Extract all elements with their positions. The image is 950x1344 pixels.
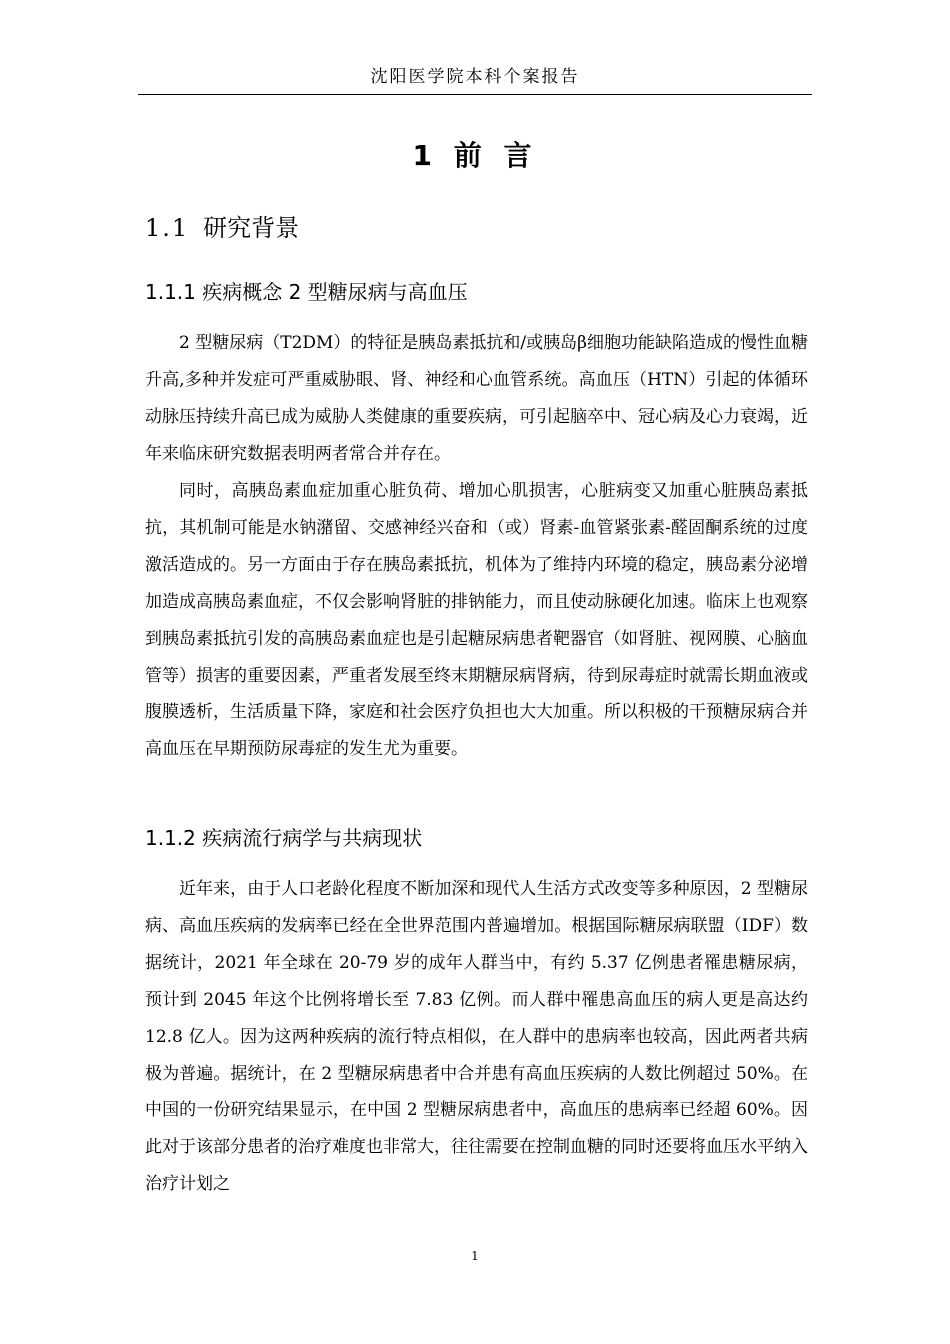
- paragraph-insulin-resistance-mechanism: 同时，高胰岛素血症加重心脏负荷、增加心肌损害，心脏病变又加重心脏胰岛素抵抗，其机制可能是水钠潴留、交感神经兴奋和（或）肾素-血管紧张素-醛固酮系统的过度激活造成的。另一方面由于存在胰岛素抵抗，机体为了维持内环境的稳定，胰岛素分泌增加造成高胰岛素血症，不仅会影响肾脏的排钠能力，而且使动脉硬化加速。临床上也观察到胰岛素抵抗引发的高胰岛素血症也是引起糖尿病患者靶器官（如肾脏、视网膜、心脑血管等）损害的重要因素，严重者发展至终末期糖尿病肾病，待到尿毒症时就需长期血液或腹膜透析，生活质量下降，家庭和社会医疗负担也大大加重。所以积极的干预糖尿病合并高血压在早期预防尿毒症的发生尤为重要。: [145, 481, 808, 760]
- page-number: 1: [471, 1249, 479, 1263]
- subsection-heading-1-1-2: 1.1.2 疾病流行病学与共病现状: [145, 826, 423, 850]
- section-title-text: 研究背景: [203, 214, 300, 242]
- paragraph-epidemiology: 近年来，由于人口老龄化程度不断加深和现代人生活方式改变等多种原因，2 型糖尿病、高血压疾病的发病率已经在全世界范围内普遍增加。根据国际糖尿病联盟（IDF）数据统计，2021 年全球在 20-79 岁的成年人群当中，有约 5.37 亿例患者罹患糖尿病，预计到 2045 年这个比例将增长至 7.83 亿例。而人群中罹患高血压的病人更是高达约 12.8 亿人。因为这两种疾病的流行特点相似，在人群中的患病率也较高，因此两者共病极为普遍。据统计，在 2 型糖尿病患者中合并患有高血压疾病的人数比例超过 50%。在中国的一份研究结果显示，在中国 2 型糖尿病患者中，高血压的患病率已经超 60%。因此对于该部分患者的治疗难度也非常大，往往需要在控制血糖的同时还要将血压水平纳入治疗计划之: [145, 879, 808, 1195]
- paragraph-t2dm-htn-definition: 2 型糖尿病（T2DM）的特征是胰岛素抵抗和/或胰岛β细胞功能缺陷造成的慢性血糖升高,多种并发症可严重威胁眼、肾、神经和心血管系统。高血压（HTN）引起的体循环动脉压持续升高已成为威胁人类健康的重要疾病，可引起脑卒中、冠心病及心力衰竭，近年来临床研究数据表明两者常合并存在。: [145, 333, 808, 464]
- section-heading-1-1: [145, 210, 299, 246]
- page-header: 沈阳医学院本科个案报告: [138, 60, 812, 95]
- section-number: 1.1: [145, 214, 190, 242]
- subsection-heading-1-1-1: 1.1.1 疾病概念 2 型糖尿病与高血压: [145, 280, 468, 304]
- chapter-title: 1 前 言: [412, 139, 538, 172]
